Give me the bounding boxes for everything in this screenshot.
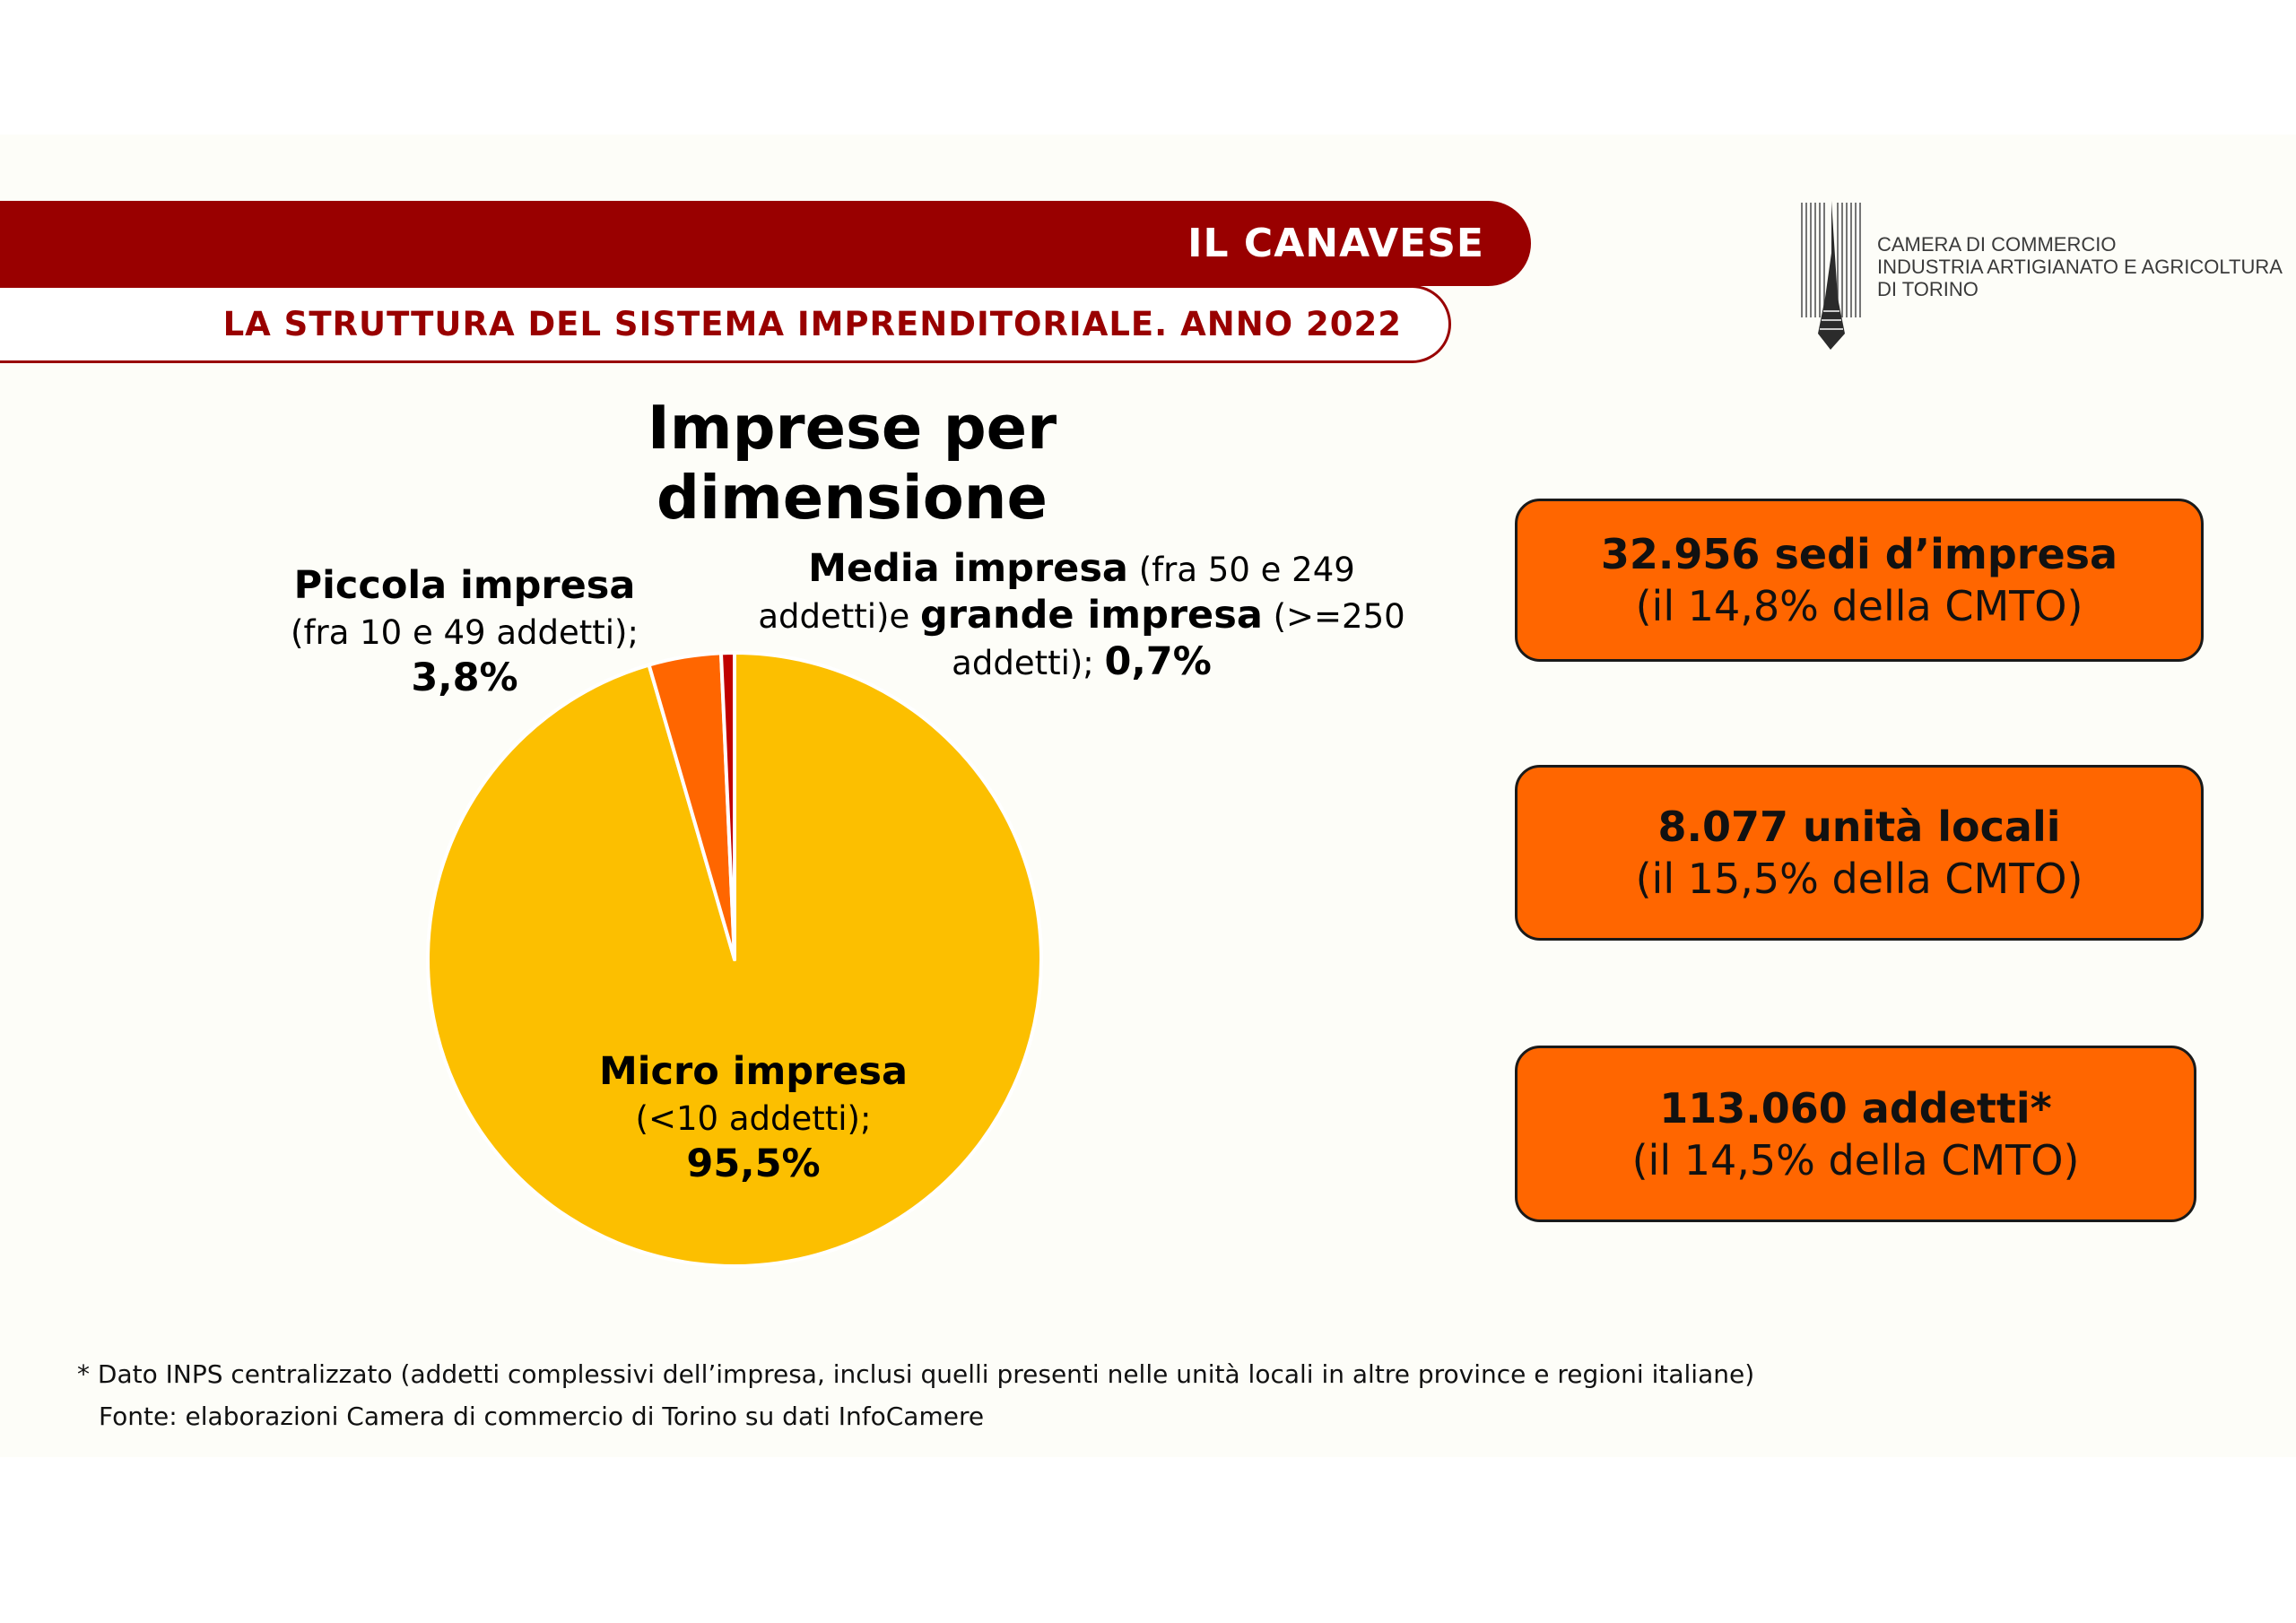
slice-name-media: Media impresa [808, 546, 1128, 591]
footnote-source: Fonte: elaborazioni Camera di commercio di Torino su dati InfoCamere [99, 1402, 985, 1431]
slice-label-media-grande [741, 546, 1422, 686]
slice-name-grande: grande impresa [920, 593, 1263, 638]
footnote [77, 1353, 1754, 1437]
kpi-box-sedi [1515, 499, 2204, 662]
slice-detail-media: (fra 50 e 249 addetti)e [758, 551, 1355, 636]
slice-label-micro [529, 1049, 978, 1188]
region-title: IL CANAVESE [1187, 221, 1484, 266]
kpi-box-unita-locali [1515, 765, 2204, 941]
slice-detail-grande: (>=250 addetti); [952, 597, 1405, 682]
logo-line-1: CAMERA DI COMMERCIO [1877, 233, 2117, 256]
slice-detail-piccola: (fra 10 e 49 addetti); [291, 613, 639, 652]
kpi-box-addetti [1515, 1046, 2196, 1222]
slice-value-micro: 95,5% [686, 1141, 821, 1186]
slice-detail-micro: (<10 addetti); [635, 1099, 872, 1138]
slice-name-micro: Micro impresa [598, 1049, 909, 1094]
slice-label-piccola [240, 563, 689, 702]
slice-name-piccola: Piccola impresa [293, 563, 636, 608]
logo-line-3: DI TORINO [1877, 278, 1979, 300]
kpi-addetti-share: (il 14,5% della CMTO) [1631, 1135, 2080, 1185]
kpi-unita-share: (il 15,5% della CMTO) [1635, 855, 2083, 903]
slide-subtitle: LA STRUTTURA DEL SISTEMA IMPRENDITORIALE. ANNO 2022 [222, 305, 1402, 343]
slice-value-piccola: 3,8% [411, 655, 518, 700]
chart-title: Imprese per dimensione [647, 393, 1057, 533]
logo-line-2: INDUSTRIA ARTIGIANATO E AGRICOLTURA [1877, 256, 2283, 278]
slice-value-media-grande: 0,7% [1104, 639, 1212, 684]
kpi-unita-value: 8.077 unità locali [1657, 803, 2061, 851]
kpi-sedi-share: (il 14,8% della CMTO) [1635, 582, 2083, 630]
kpi-sedi-value: 32.956 sedi d’impresa [1600, 530, 2118, 578]
kpi-addetti-value: 113.060 addetti* [1659, 1083, 2052, 1133]
footnote-note: * Dato INPS centralizzato (addetti complessivi dell’impresa, inclusi quelli presenti nelle unità locali in altre province e regioni italiane) [77, 1359, 1755, 1389]
